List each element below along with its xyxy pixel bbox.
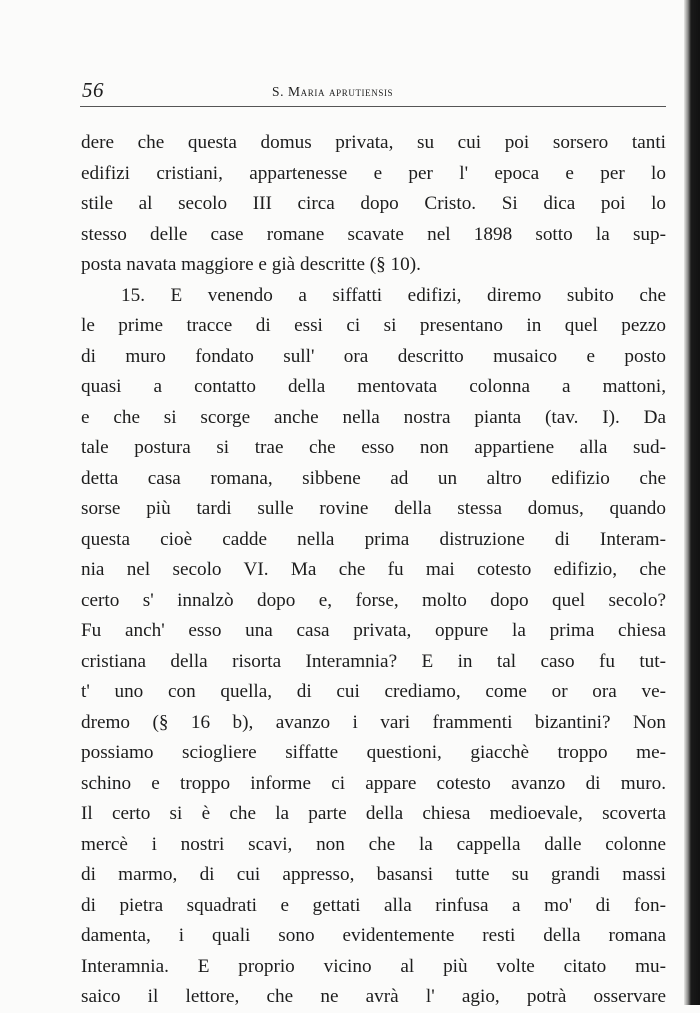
text-line: dremo (§ 16 b), avanzo i vari frammenti bizantini? Non <box>81 711 666 733</box>
page-header <box>82 78 667 108</box>
text-line: certo s' innalzò dopo e, forse, molto dopo quel secolo? <box>81 589 666 611</box>
text-line: nia nel secolo VI. Ma che fu mai cotesto edifizio, che <box>81 559 666 580</box>
text-line: saico il lettore, che ne avrà l' agio, potrà osservare <box>81 986 666 1007</box>
running-head: S. Maria aprutiensis <box>272 84 394 99</box>
page-number: 56 <box>82 78 104 102</box>
text-line: questa cioè cadde nella prima distruzione di Interam- <box>81 528 666 550</box>
text-line: e che si scorge anche nella nostra pianta (tav. I). Da <box>81 406 666 428</box>
text-line: cristiana della risorta Interamnia? E in tal caso fu tut- <box>81 650 666 672</box>
text-line: Fu anch' esso una casa privata, oppure la prima chiesa <box>81 620 666 641</box>
text-line: tale postura si trae che esso non appartiene alla sud- <box>81 437 666 458</box>
text-line: sorse più tardi sulle rovine della stessa domus, quando <box>81 498 666 519</box>
text-line: possiamo sciogliere siffatte questioni, giacchè troppo me- <box>81 742 666 763</box>
text-line: schino e troppo informe ci appare cotesto avanzo di muro. <box>81 772 666 794</box>
text-line: Interamnia. E proprio vicino al più volte citato mu- <box>81 955 666 977</box>
text-line: mercè i nostri scavi, non che la cappella dalle colonne <box>81 833 666 855</box>
text-line: di muro fondato sull' ora descritto musaico e posto <box>81 345 666 367</box>
body-text <box>81 128 666 1013</box>
text-line: damenta, i quali sono evidentemente resti della romana <box>81 925 666 946</box>
text-line: Il certo si è che la parte della chiesa medioevale, scoverta <box>81 803 666 824</box>
header-rule <box>80 106 666 107</box>
text-line: dere che questa domus privata, su cui poi sorsero tanti <box>81 132 666 153</box>
text-line: t' uno con quella, di cui crediamo, come or ora ve- <box>81 681 666 702</box>
text-line: detta casa romana, sibbene ad un altro edifizio che <box>81 467 666 489</box>
text-line: di pietra squadrati e gettati alla rinfusa a mo' di fon- <box>81 894 666 916</box>
paragraph-start-line: 15. E venendo a siffatti edifizi, diremo subito che <box>121 284 666 306</box>
text-line: stile al secolo III circa dopo Cristo. Si dica poi lo <box>81 193 666 214</box>
page-edge-shadow <box>684 0 700 1005</box>
text-line: stesso delle case romane scavate nel 1898 sotto la sup- <box>81 223 666 245</box>
text-line: edifizi cristiani, appartenesse e per l' epoca e per lo <box>81 162 666 184</box>
text-line: le prime tracce di essi ci si presentano in quel pezzo <box>81 315 666 336</box>
text-line: di marmo, di cui appresso, basansi tutte su grandi massi <box>81 864 666 885</box>
text-line: quasi a contatto della mentovata colonna a mattoni, <box>81 376 666 397</box>
text-line: posta navata maggiore e già descritte (§ 10). <box>81 254 421 275</box>
